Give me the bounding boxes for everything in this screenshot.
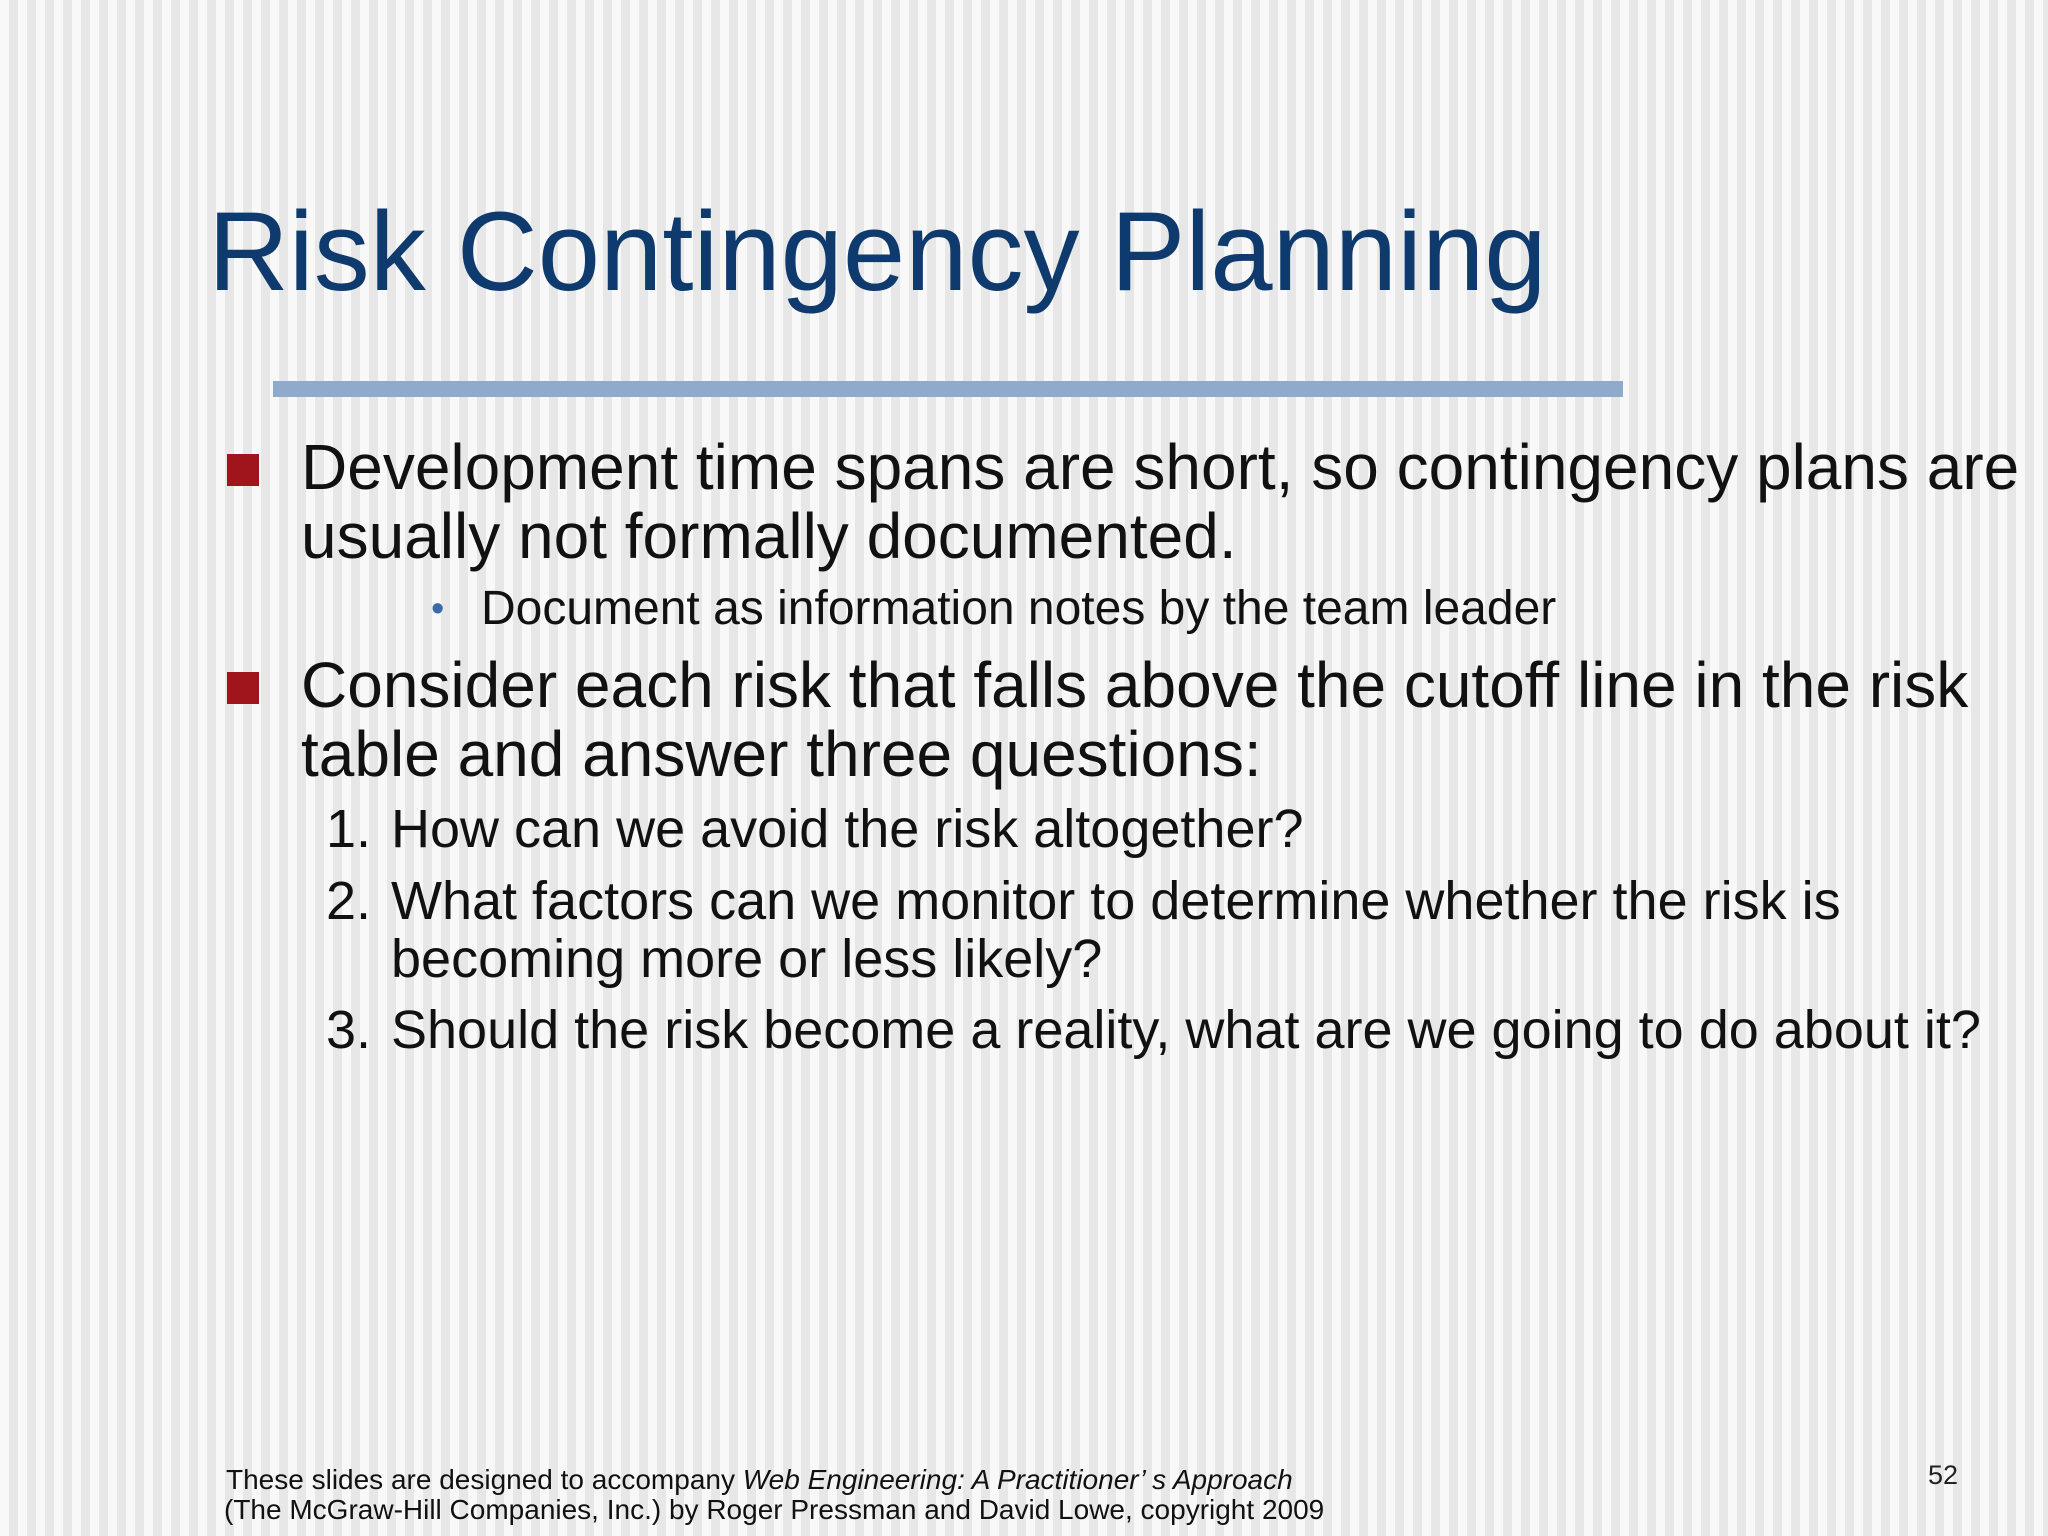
sub-bullet-dot: •	[431, 588, 445, 630]
question-number: 3.	[326, 1000, 372, 1060]
bullet-1: Development time spans are short, so contingency plans are usually not formally documented.	[301, 431, 2020, 572]
title-underline	[273, 381, 1623, 397]
question-text: Should the risk become a reality, what are we going to do about it?	[391, 1000, 1981, 1060]
question-text: What factors can we monitor to determine whether the risk is becoming more or less likely?	[391, 871, 1841, 989]
page-number: 52	[1928, 1460, 1959, 1490]
bullet-marker-1	[227, 454, 259, 486]
sub-bullet-1: Document as information notes by the team leader	[481, 582, 1557, 635]
slide-title: Risk Contingency Planning	[208, 189, 1547, 314]
question-2	[326, 872, 2026, 988]
bullet-2: Consider each risk that falls above the cutoff line in the risk table and answer three questions:	[301, 649, 1969, 790]
footer-line-1	[226, 1465, 1324, 1495]
footer-book-title: Web Engineering: A Practitioner’ s Approach	[742, 1464, 1293, 1495]
question-3	[326, 1001, 2026, 1059]
question-number: 1.	[326, 799, 372, 859]
question-text: How can we avoid the risk altogether?	[391, 799, 1304, 859]
footer-prefix: These slides are designed to accompany	[226, 1464, 743, 1495]
bullet-marker-2	[227, 672, 259, 704]
footer-credit	[226, 1465, 1324, 1525]
footer-line-2: (The McGraw-Hill Companies, Inc.) by Roger Pressman and David Lowe, copyright 2009	[224, 1494, 1325, 1525]
question-1	[326, 800, 2026, 858]
question-number: 2.	[326, 871, 372, 931]
